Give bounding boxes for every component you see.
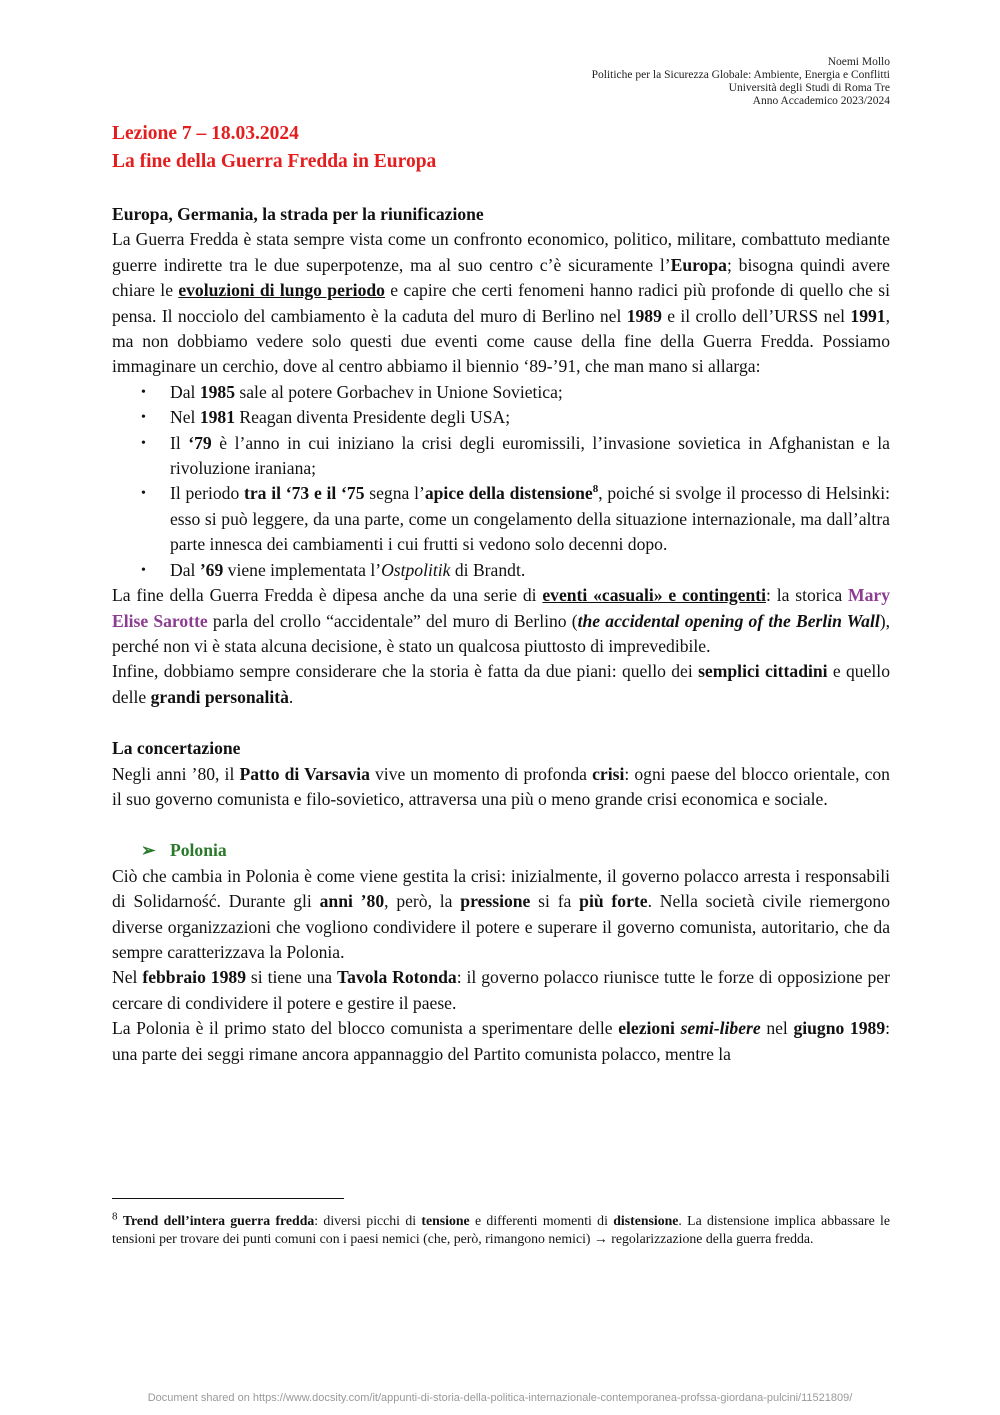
list-item: • Dal 1985 sale al potere Gorbachev in Unione Sovietica;	[170, 380, 890, 405]
header-university: Università degli Studi di Roma Tre	[728, 82, 890, 94]
lesson-title	[112, 120, 890, 176]
paragraph-poland-crisis: Ciò che cambia in Polonia è come viene gestita la crisi: inizialmente, il governo polacco arresta i responsabili di Solidarność. Durante gli anni ’80, però, la pressione si fa più forte. Nella società civile riemergono diverse organizzazioni che vogliono condividere il potere e superare il governo comunista, autoritario, che da sempre caratterizzava la Polonia.	[112, 865, 890, 962]
arrow-bullet-icon: ➢	[141, 840, 156, 861]
header-year: Anno Accademico 2023/2024	[752, 95, 890, 107]
footnote-number: 8	[112, 1210, 118, 1223]
page-header	[592, 56, 890, 108]
paragraph-intro: La Guerra Fredda è stata sempre vista come un confronto economico, politico, militare, combattuto mediante guerre indirette tra le due superpotenze, ma al suo centro c’è sicuramente l’Europa; bisogna quindi avere chiare le evoluzioni di lungo periodo e capire che certi fenomeni hanno radici più profonde di quello che si pensa. Il nocciolo del cambiamento è la caduta del muro di Berlino nel 1989 e il crollo dell’URSS nel 1991, ma non dobbiamo vedere solo questi due eventi come cause della fine della Guerra Fredda. Possiamo immaginare un cerchio, dove al centro abbiamo il biennio ‘89-’91, che man mano si allarga:	[112, 229, 890, 377]
header-course: Politiche per la Sicurezza Globale: Ambiente, Energia e Conflitti	[591, 69, 890, 81]
bullet-icon: •	[141, 384, 146, 400]
bullet-icon: •	[141, 486, 146, 502]
footnote: $^8$ Trend dell’intera guerra fredda: diversi picchi di tensione e differenti momenti di distensione. La distensione implica abbassare le tensioni per trovare dei punti comuni con i paesi nemici (che, però, rimangono nemici) → regolarizzazione della guerra fredda.	[112, 1210, 891, 1246]
bullet-icon: •	[141, 410, 146, 426]
main-content	[112, 120, 890, 1067]
timeline-list	[112, 380, 890, 583]
bullet-icon: •	[141, 435, 146, 451]
header-author: Noemi Mollo	[827, 56, 890, 68]
paragraph-round-table: Nel febbraio 1989 si tiene una Tavola Rotonda: il governo polacco riunisce tutte le forze di opposizione per cercare di condividere il potere e gestire il paese.	[112, 967, 890, 1013]
paragraph-warsaw-pact: Negli anni ’80, il Patto di Varsavia vive un momento di profonda crisi: ogni paese del blocco orientale, con il suo governo comunista e filo-sovietico, attraversa una più o meno grande crisi economica e sociale.	[112, 763, 890, 809]
footnote-ref: 8	[592, 483, 599, 496]
list-item: • Il ‘79 è l’anno in cui iniziano la crisi degli euromissili, l’invasione sovietica in Afghanistan e la rivoluzione iraniana;	[141, 432, 890, 479]
section-heading-concertazione: La concertazione	[112, 738, 241, 759]
footnote-divider	[112, 1198, 344, 1199]
docsity-footer-link[interactable]: Document shared on https://www.docsity.com/it/appunti-di-storia-della-politica-internazionale-contemporanea-profssa-giordana-pulcini/11521809/	[147, 1392, 853, 1404]
paragraph-two-levels: Infine, dobbiamo sempre considerare che la storia è fatta da due piani: quello dei semplici cittadini e quello delle grandi personalità.	[112, 661, 890, 707]
subheading-polonia: ➢ Polonia	[112, 838, 890, 863]
list-item: • Nel 1981 Reagan diventa Presidente degli USA;	[170, 405, 890, 430]
title-line-1: Lezione 7 – 18.03.2024	[112, 123, 299, 144]
list-item: • Il periodo tra il ‘73 e il ‘75 segna l’apice della distensione$^8$, poiché si svolge il processo di Helsinki: esso si può leggere, da una parte, come un congelamento della situazione internazionale, ma dall’altra parte innesca dei cambiamenti i cui frutti si vedono solo decenni dopo.	[141, 483, 890, 555]
paragraph-elections: La Polonia è il primo stato del blocco comunista a sperimentare delle elezioni semi-libere nel giugno 1989: una parte dei seggi rimane ancora appannaggio del Partito comunista polacco, mentre la	[112, 1018, 891, 1064]
paragraph-contingent-events: La fine della Guerra Fredda è dipesa anche da una serie di eventi «casuali» e contingenti: la storica Mary Elise Sarotte parla del crollo “accidentale” del muro di Berlino (the accidental opening of the Berlin Wall), perché non vi è stata alcuna decisione, è stato un qualcosa piuttosto di imprevedibile.	[112, 585, 890, 656]
section-heading-europe: Europa, Germania, la strada per la riunificazione	[112, 204, 484, 224]
bullet-icon: •	[141, 562, 146, 578]
list-item: • Dal ’69 viene implementata l’Ostpolitik di Brandt.	[170, 558, 890, 583]
title-line-2: La fine della Guerra Fredda in Europa	[112, 151, 437, 172]
